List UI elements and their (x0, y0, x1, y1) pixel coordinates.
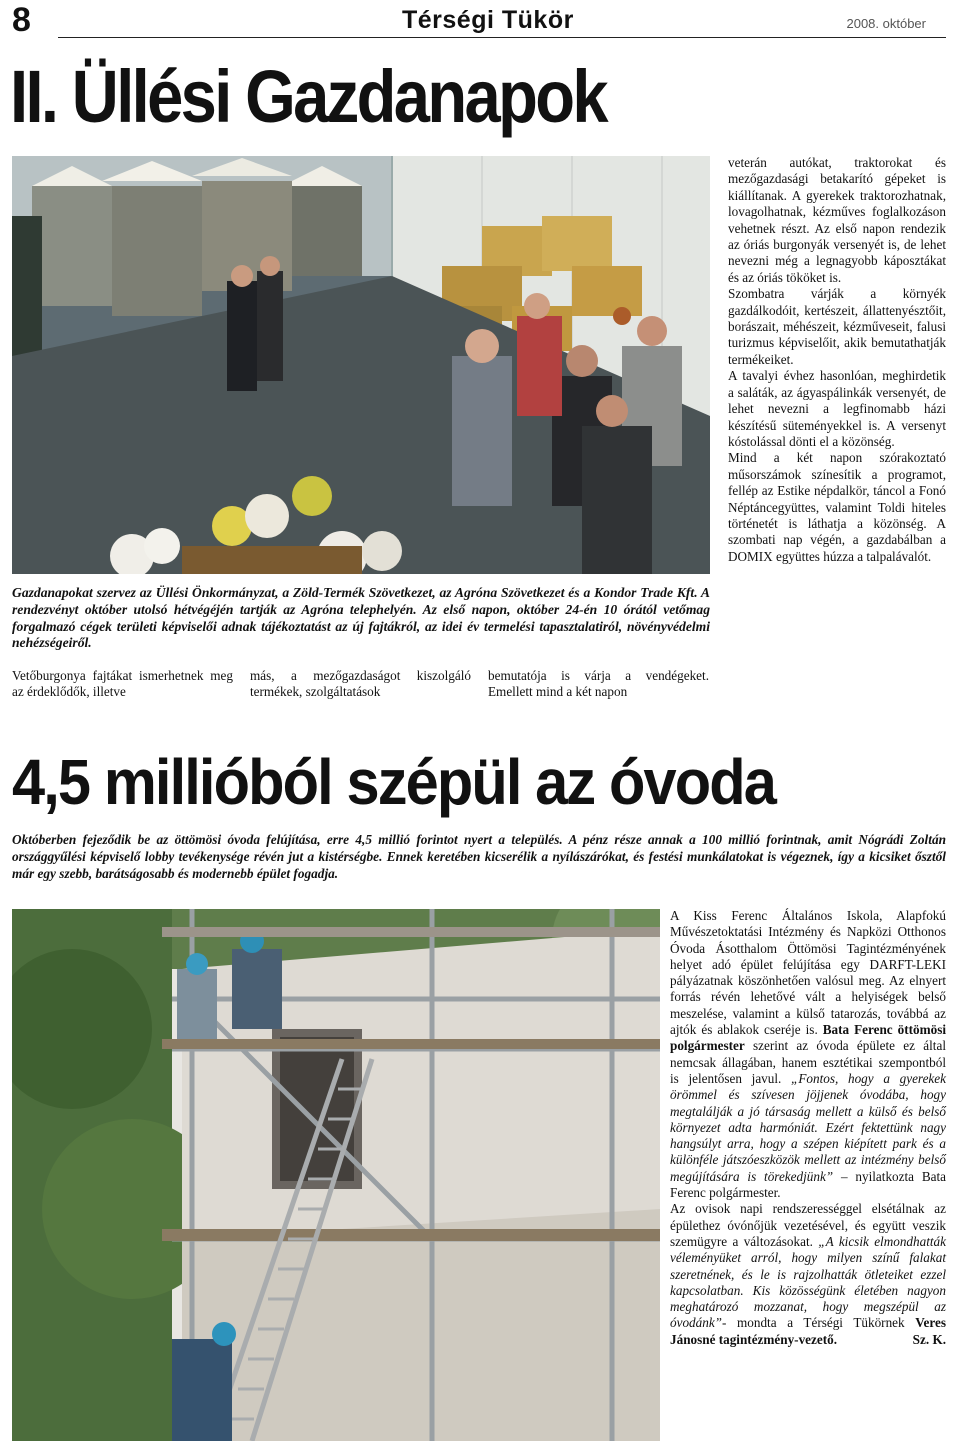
header-rule (58, 37, 946, 38)
kindergarten-renovation-photo (12, 909, 660, 1441)
article-headline: II. Üllési Gazdanapok (10, 55, 606, 138)
article2-text-span: A Kiss Ferenc Általános Iskola, Alapfokú Művészetoktatási Intézmény és Napközi Otthonos Óvoda Ásotthalom Öttömösi Tagintézményének helyet adó épület felújítása egy DARFT-LEKI pályázatnak köszönhetően valósul meg. Az elnyert forrás révén lehetővé vált a helyiségek belső meszelése, valamint a külső tatarozás, továbbá az ajtók és ablakok cseréje is. (670, 908, 946, 1038)
farm-exhibition-photo (12, 156, 710, 574)
author-signature: Sz. K. (912, 1331, 946, 1347)
article1-paragraph: A tavalyi évhez hasonlóan, meghirdetik a saláták, az ágyaspálinkák versenyét, de lehet nevezni a legfinomabb házi készítésű süteményekkel is. A versenyt kóstolással dönti el a közönség. (728, 368, 946, 449)
leader-quote: „A kicsik elmondhatták véleményüket arról, hogy milyen színű falakat szeretnének, és le is rajzolhatták ötleteiket ezzel kapcsolatban. Kis közösségünk életében nagyon meghatározó mozzanat, hogy megszépül az óvodánk” (670, 1233, 946, 1331)
article1-paragraph: Szombatra várják a környék gazdálkodóit, kertészeit, állattenyésztőit, borászait, méhészeit, kézműveseit, falusi turizmus képviselőit, akik bemutathatják termékeiket. (728, 286, 946, 367)
mayor-name: Bata Ferenc öttömösi polgármester (670, 1022, 946, 1054)
article2-paragraph-2 (670, 1201, 946, 1348)
masthead: Térségi Tükör (402, 6, 574, 34)
article2-paragraph-1 (670, 908, 946, 1201)
article1-paragraph: Mind a két napon szórakoztató műsorszámok színesítik a programot, fellép az Estike népdalkör, táncol a Fonó Néptáncegyüttes, valamint Toldi hiteles történetét is láthatja a közönség. A szombati nap végén, a gazdabálban a DOMIX együttes húzza a talpalávalót. (728, 450, 946, 564)
article2-text-span: szerint az óvoda épülete ez által nemcsak állagában, hanem esztétikai szempontból is jelentősen javul. (670, 1038, 946, 1086)
article1-column-3: bemutatója is várja a vendégeket. Emellett mind a két napon (488, 668, 709, 700)
article2-lead: Októberben fejeződik be az öttömösi óvoda felújítása, erre 4,5 millió forintot nyert a település. A pénz része annak a 100 millió forintnak, amit Nógrádi Zoltán országgyűlési képviselő lobby tevékenysége révén jut a kistérségbe. Ennek keretében kicserélik a nyílászárókat, és festési munkálatokat is végeznek, így a kicsiket ősztől már egy szebb, barátságosabb és modernebb épület fogadja. (12, 832, 946, 881)
article2-text-span: Az ovisok napi rendszerességgel elsétálnak az épülethez óvónőjük vezetésével, és együtt veszik szemügyre a változásokat. (670, 1201, 946, 1249)
article1-column-2: más, a mezőgazdaságot kiszolgáló termékek, szolgáltatások (250, 668, 471, 700)
leader-name: Veres Jánosné tagintézmény-vezető. (670, 1315, 946, 1347)
article1-column-1: Vetőburgonya fajtákat ismerhetnek meg az érdeklődők, illetve (12, 668, 233, 700)
article2-text-span: – nyilatkozta Bata Ferenc polgármester. (670, 1168, 946, 1201)
article2-text (670, 908, 946, 1348)
article1-paragraph: veterán autókat, traktorokat és mezőgazdasági betakarító gépeket is kiállítanak. A gyerekek traktorozhatnak, lovagolhatnak, kézműves foglalkozáson vehetnek részt. Az első napon rendezik az óriás burgonyák versenyét is, de lehet nevezni még a legnagyobb káposztákat és az óriás tököket is. (728, 155, 946, 285)
issue-date: 2008. október (846, 16, 926, 31)
page-number: 8 (12, 1, 31, 39)
mayor-quote: „Fontos, hogy a gyerekek örömmel és szívesen jöjjenek óvodába, hogy megtalálják a jó társaság mellett a külső és belső környezet adta harmóniát. Ezért fektettünk nagy hangsúlyt arra, hogy a szépen kiépített park és a különféle játszóeszközök mellett az intézmény belső megújítására is törekedjünk” (670, 1070, 946, 1184)
article1-right-column (728, 155, 946, 565)
photo-caption: Gazdanapokat szervez az Üllési Önkormányzat, a Zöld-Termék Szövetkezet, az Agróna Szövetkezet és a Kondor Trade Kft. A rendezvényt október utolsó hétvégéjén tartják az Agróna telephelyén. Az első napon, október 24-én 10 órától vetőmag forgalmazó cégek területi képviselői adnak tájékoztatást az új fajtákról, az idei év termelési tapasztalatiról, növényvédelmi nehézségeiről. (12, 585, 710, 651)
article2-text-span: - mondta a Térségi Tükörnek (722, 1315, 916, 1331)
article-headline: 4,5 millióból szépül az óvoda (12, 746, 775, 818)
